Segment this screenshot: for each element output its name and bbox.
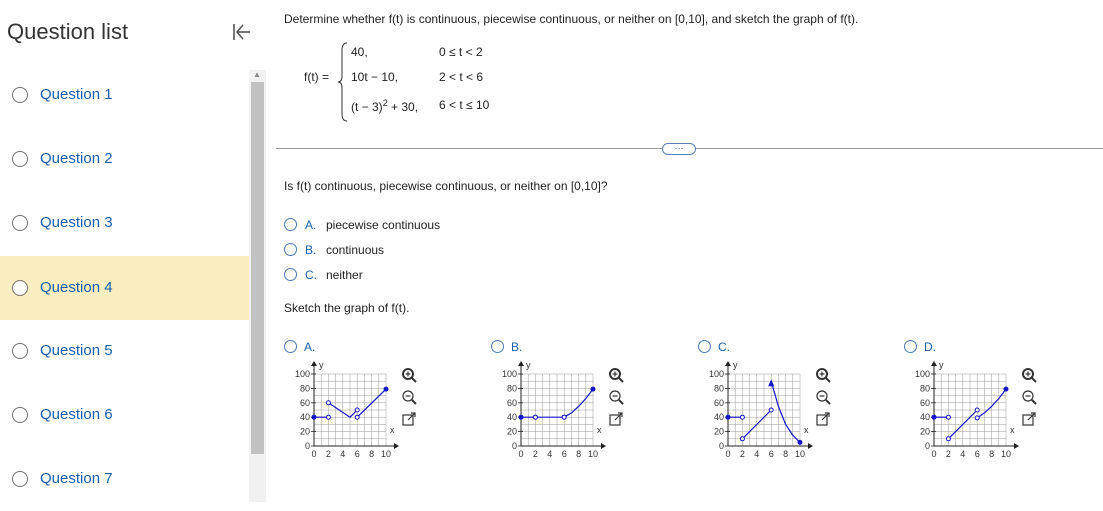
graph-option-d[interactable] xyxy=(904,340,1103,470)
radio-icon[interactable] xyxy=(491,340,504,353)
radio-icon xyxy=(12,471,28,487)
sub-question: Is f(t) continuous, piecewise continuous, or neither on [0,10]? xyxy=(284,179,608,193)
x-tick-label: 2 xyxy=(945,449,951,459)
sidebar-item-label: Question 7 xyxy=(40,470,113,487)
open-point xyxy=(355,415,359,419)
option-letter: A. xyxy=(305,218,317,232)
open-point xyxy=(326,401,330,405)
y-tick-label: 0 xyxy=(511,441,517,451)
x-tick-label: 8 xyxy=(989,449,995,459)
open-point xyxy=(946,415,950,419)
option-text: neither xyxy=(326,268,363,282)
zoom-in-icon[interactable] xyxy=(817,369,830,382)
y-axis-arrow-icon xyxy=(725,361,731,366)
radio-icon[interactable] xyxy=(904,340,917,353)
open-point xyxy=(562,415,566,419)
y-tick-label: 80 xyxy=(713,383,724,394)
graph-option-b[interactable] xyxy=(491,340,691,470)
zoom-out-icon[interactable] xyxy=(1023,391,1036,404)
x-tick-label: 0 xyxy=(518,449,524,459)
zoom-out-icon[interactable] xyxy=(403,391,416,404)
y-tick-label: 40 xyxy=(299,412,310,423)
sidebar-item-question-4[interactable] xyxy=(0,256,249,320)
brace-icon xyxy=(337,42,349,122)
function-name: f(t) = xyxy=(304,70,330,84)
y-axis-label: y xyxy=(526,360,531,370)
y-tick-label: 80 xyxy=(299,383,310,394)
x-tick-label: 4 xyxy=(340,449,346,459)
graph-option-c[interactable] xyxy=(698,340,898,470)
closed-point xyxy=(591,387,595,391)
y-tick-label: 60 xyxy=(299,397,310,408)
question-list-sidebar xyxy=(0,0,249,502)
y-tick-label: 40 xyxy=(713,412,724,423)
x-axis-label: x xyxy=(804,425,809,435)
open-point xyxy=(975,408,979,412)
y-tick-label: 100 xyxy=(708,369,724,379)
x-tick-label: 10 xyxy=(1000,449,1012,459)
x-tick-label: 2 xyxy=(739,449,745,459)
y-tick-label: 20 xyxy=(506,426,517,437)
radio-icon[interactable] xyxy=(284,268,297,281)
y-tick-label: 0 xyxy=(304,441,310,451)
curve-arrow-icon xyxy=(768,379,774,386)
y-axis-label: y xyxy=(733,360,738,370)
x-tick-label: 8 xyxy=(576,449,582,459)
y-tick-label: 80 xyxy=(919,383,930,394)
x-tick-label: 4 xyxy=(754,449,760,459)
magnifier-handle xyxy=(1032,400,1036,404)
x-tick-label: 10 xyxy=(794,449,806,459)
x-tick-label: 0 xyxy=(311,449,317,459)
open-point xyxy=(326,415,330,419)
option-text: continuous xyxy=(326,243,385,257)
x-tick-label: 10 xyxy=(587,449,599,459)
scrollbar-thumb[interactable] xyxy=(251,82,264,454)
pop-out-arrow xyxy=(1028,413,1035,420)
piece-2-cond: 2 < t < 6 xyxy=(439,70,484,84)
pop-out-arrow xyxy=(408,413,415,420)
closed-point xyxy=(312,415,316,419)
sketch-prompt: Sketch the graph of f(t). xyxy=(284,301,410,315)
closed-point xyxy=(519,415,523,419)
zoom-out-icon[interactable] xyxy=(817,391,830,404)
pop-out-icon[interactable] xyxy=(403,413,415,425)
piece-1-expr: 40, xyxy=(351,45,368,59)
sidebar-title: Question list xyxy=(7,19,129,44)
y-axis-label: y xyxy=(319,360,324,370)
piece-3-cond: 6 < t ≤ 10 xyxy=(439,98,490,112)
x-tick-label: 6 xyxy=(974,449,980,459)
y-tick-label: 60 xyxy=(506,397,517,408)
option-letter: B. xyxy=(511,340,523,354)
magnifier-handle xyxy=(826,400,830,404)
pop-out-icon[interactable] xyxy=(1023,413,1035,425)
sidebar-item-question-5[interactable] xyxy=(0,319,249,383)
x-tick-label: 10 xyxy=(380,449,392,459)
radio-icon[interactable] xyxy=(284,243,297,256)
zoom-in-icon[interactable] xyxy=(1023,369,1036,382)
x-axis-arrow-icon xyxy=(601,443,606,449)
radio-icon xyxy=(12,407,28,423)
scroll-up-arrow-icon[interactable]: ▲ xyxy=(253,70,261,79)
radio-icon xyxy=(12,343,28,359)
graph-option-a[interactable] xyxy=(284,340,484,470)
graph-a xyxy=(284,360,424,470)
x-axis-label: x xyxy=(597,425,602,435)
x-tick-label: 6 xyxy=(354,449,360,459)
sidebar-item-label: Question 3 xyxy=(40,214,113,231)
option-letter: C. xyxy=(305,268,317,282)
y-axis-arrow-icon xyxy=(311,361,317,366)
magnifier-handle xyxy=(1032,378,1036,382)
radio-icon xyxy=(12,87,28,103)
magnifier-handle xyxy=(412,400,416,404)
pop-out-arrow xyxy=(615,413,622,420)
x-axis-arrow-icon xyxy=(808,443,813,449)
question-panel xyxy=(266,0,1103,502)
sidebar-item-label: Question 2 xyxy=(40,150,113,167)
x-tick-label: 4 xyxy=(960,449,966,459)
sidebar-item-label: Question 1 xyxy=(40,86,113,103)
open-point xyxy=(975,416,979,420)
option-letter: C. xyxy=(718,340,730,354)
magnifier-handle xyxy=(826,378,830,382)
piece-3-expr xyxy=(351,98,418,114)
open-point xyxy=(355,408,359,412)
magnifier-handle xyxy=(619,378,623,382)
y-tick-label: 100 xyxy=(294,369,310,379)
radio-icon xyxy=(12,215,28,231)
magnifier-handle xyxy=(619,400,623,404)
open-point xyxy=(740,437,744,441)
closed-point xyxy=(726,415,730,419)
pop-out-arrow xyxy=(822,413,829,420)
y-tick-label: 0 xyxy=(924,441,930,451)
option-letter: A. xyxy=(304,340,316,354)
y-tick-label: 100 xyxy=(501,369,517,379)
y-tick-label: 100 xyxy=(914,369,930,379)
y-tick-label: 40 xyxy=(919,412,930,423)
piece-3-base: (t − 3) xyxy=(351,100,383,114)
closed-point xyxy=(798,440,802,444)
sidebar-item-question-1[interactable] xyxy=(0,63,249,127)
radio-icon xyxy=(12,280,28,296)
x-axis-label: x xyxy=(1010,425,1015,435)
y-tick-label: 40 xyxy=(506,412,517,423)
sidebar-item-question-2[interactable] xyxy=(0,127,249,191)
x-tick-label: 4 xyxy=(547,449,553,459)
graph-c xyxy=(698,360,838,470)
zoom-in-icon[interactable] xyxy=(403,369,416,382)
piece-1-cond: 0 ≤ t < 2 xyxy=(439,45,483,59)
open-point xyxy=(769,408,773,412)
closed-point xyxy=(932,415,936,419)
piece-3-tail: + 30, xyxy=(387,100,419,114)
y-tick-label: 60 xyxy=(919,397,930,408)
zoom-in-icon[interactable] xyxy=(610,369,623,382)
sidebar-item-question-7[interactable] xyxy=(0,447,249,511)
sidebar-item-label: Question 6 xyxy=(40,406,113,423)
y-tick-label: 20 xyxy=(713,426,724,437)
y-tick-label: 80 xyxy=(506,383,517,394)
radio-icon[interactable] xyxy=(698,340,711,353)
piece-3-exponent: 2 xyxy=(382,98,388,108)
expand-more-button[interactable]: ··· xyxy=(662,143,696,155)
x-axis-label: x xyxy=(390,425,395,435)
sidebar-item-label: Question 4 xyxy=(40,279,113,296)
closed-point xyxy=(1004,387,1008,391)
x-tick-label: 0 xyxy=(725,449,731,459)
graph-b xyxy=(491,360,631,470)
magnifier-handle xyxy=(412,378,416,382)
y-tick-label: 60 xyxy=(713,397,724,408)
open-point xyxy=(740,415,744,419)
option-letter: B. xyxy=(305,243,317,257)
y-tick-label: 0 xyxy=(718,441,724,451)
x-axis-arrow-icon xyxy=(1014,443,1019,449)
x-tick-label: 2 xyxy=(325,449,331,459)
pop-out-icon[interactable] xyxy=(817,413,829,425)
x-tick-label: 2 xyxy=(532,449,538,459)
graph-d xyxy=(904,360,1044,470)
x-tick-label: 0 xyxy=(931,449,937,459)
sidebar-item-label: Question 5 xyxy=(40,342,113,359)
zoom-out-icon[interactable] xyxy=(610,391,623,404)
x-tick-label: 6 xyxy=(561,449,567,459)
radio-icon xyxy=(12,151,28,167)
open-point xyxy=(946,437,950,441)
question-prompt: Determine whether f(t) is continuous, piecewise continuous, or neither on [0,10], and sketch the graph of f(t). xyxy=(284,12,859,26)
option-text: piecewise continuous xyxy=(326,218,441,232)
closed-point xyxy=(384,387,388,391)
sidebar-item-question-6[interactable] xyxy=(0,383,249,447)
y-tick-label: 20 xyxy=(919,426,930,437)
radio-icon[interactable] xyxy=(284,218,297,231)
y-axis-arrow-icon xyxy=(518,361,524,366)
radio-icon[interactable] xyxy=(284,340,297,353)
pop-out-icon[interactable] xyxy=(610,413,622,425)
collapse-sidebar-icon[interactable] xyxy=(231,22,253,42)
option-letter: D. xyxy=(924,340,936,354)
y-tick-label: 20 xyxy=(299,426,310,437)
x-tick-label: 8 xyxy=(783,449,789,459)
x-tick-label: 6 xyxy=(768,449,774,459)
x-tick-label: 8 xyxy=(369,449,375,459)
piece-2-expr: 10t − 10, xyxy=(351,70,399,84)
y-axis-label: y xyxy=(939,360,944,370)
open-point xyxy=(533,415,537,419)
x-axis-arrow-icon xyxy=(394,443,399,449)
y-axis-arrow-icon xyxy=(931,361,937,366)
sidebar-item-question-3[interactable] xyxy=(0,191,249,255)
